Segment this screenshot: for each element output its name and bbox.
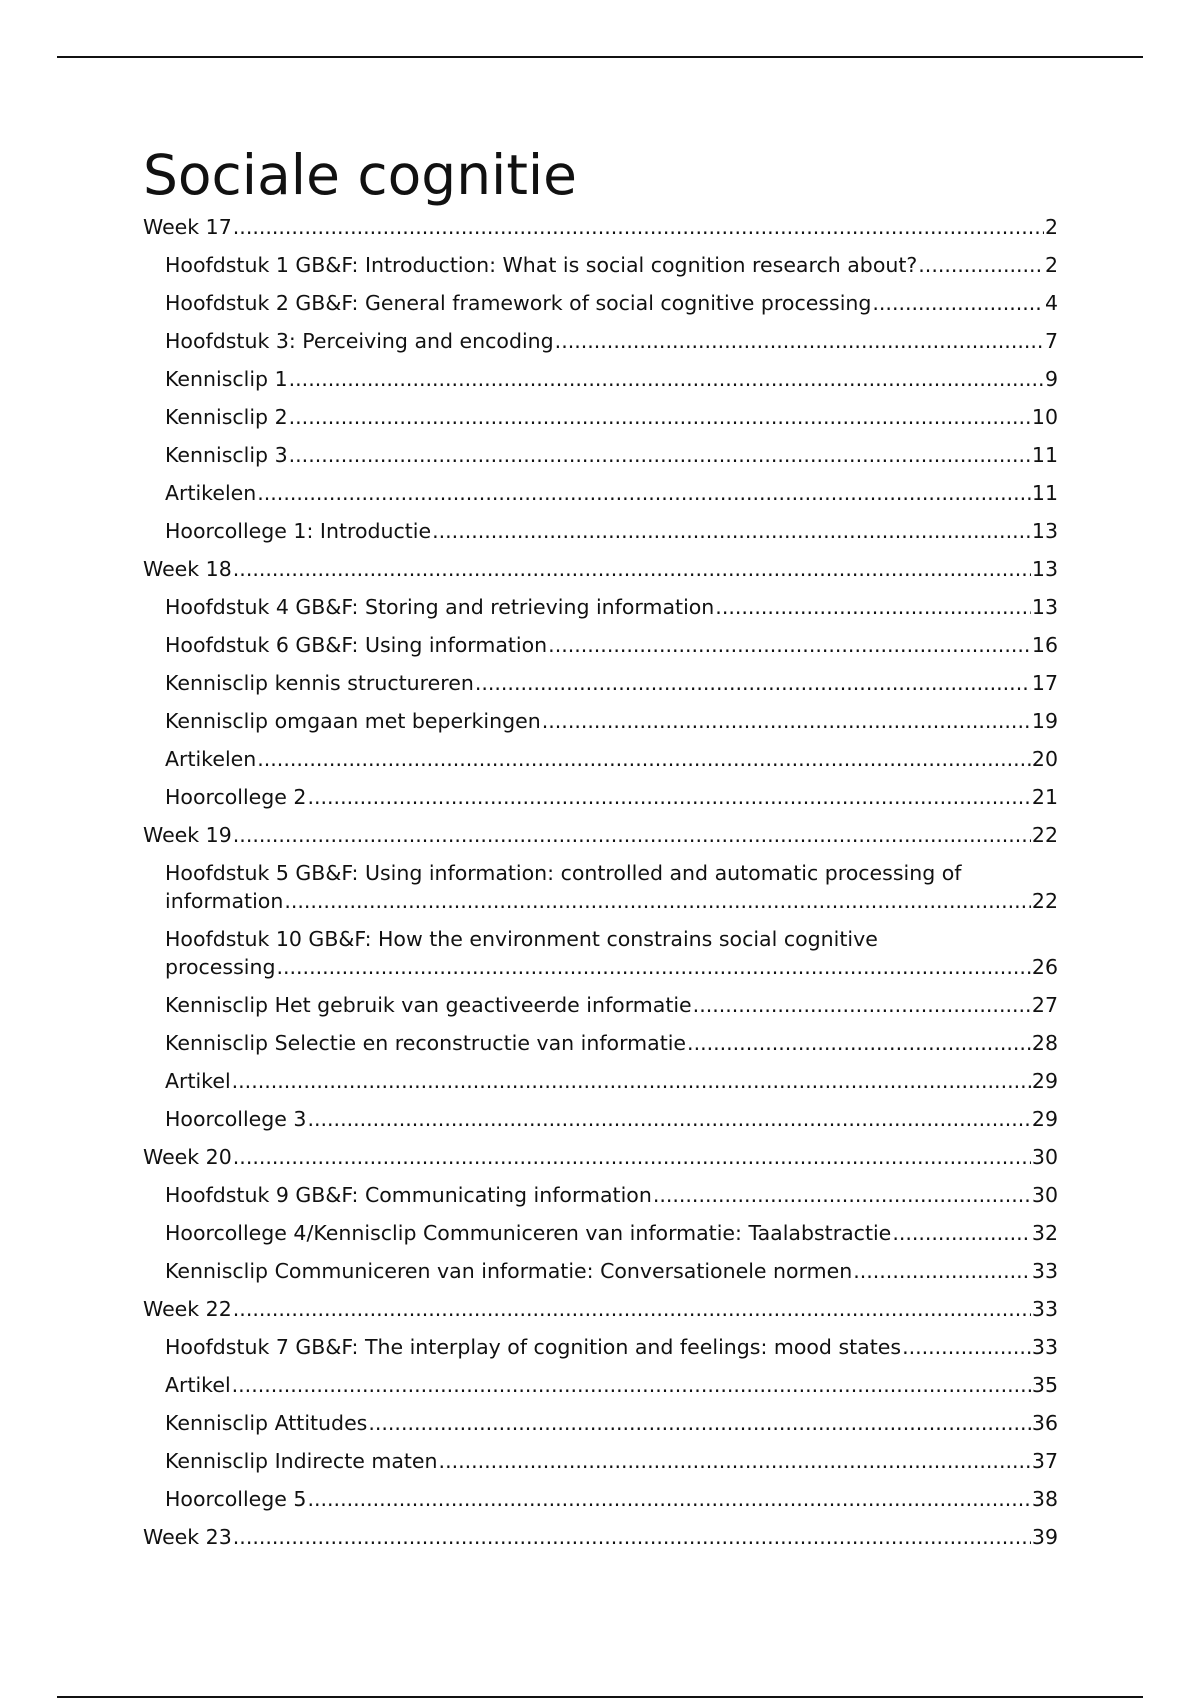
toc-entry-label: Week 19	[143, 823, 232, 847]
toc-entry-label: Hoorcollege 4/Kennisclip Communiceren van informatie: Taalabstractie	[165, 1221, 892, 1245]
header-rule	[57, 56, 1143, 58]
toc-section-entry[interactable]	[143, 991, 1058, 1019]
toc-section-entry[interactable]	[143, 1105, 1058, 1133]
toc-page-number: 9	[1044, 367, 1058, 391]
toc-dot-leader	[368, 1409, 1031, 1437]
toc-entry-label: Artikelen	[165, 481, 257, 505]
toc-section-entry[interactable]	[143, 1333, 1058, 1361]
toc-entry-label: Hoofdstuk 2 GB&F: General framework of social cognitive processing	[165, 291, 872, 315]
toc-page-number: 17	[1031, 671, 1058, 695]
toc-page-number: 16	[1031, 633, 1058, 657]
toc-entry-label: Hoofdstuk 1 GB&F: Introduction: What is social cognition research about?	[165, 253, 918, 277]
toc-entry-label: Artikel	[165, 1373, 231, 1397]
toc-entry-label: Week 22	[143, 1297, 232, 1321]
toc-page-number: 32	[1031, 1221, 1058, 1245]
toc-dot-leader	[555, 327, 1044, 355]
toc-page-number: 39	[1031, 1525, 1058, 1549]
toc-week-entry[interactable]	[143, 1523, 1058, 1551]
toc-entry-label: Hoorcollege 1: Introductie	[165, 519, 432, 543]
toc-entry-label: Hoorcollege 2	[165, 785, 307, 809]
page-title: Sociale cognitie	[143, 143, 578, 207]
toc-entry-label: Hoofdstuk 9 GB&F: Communicating information	[165, 1183, 652, 1207]
toc-section-entry[interactable]	[143, 403, 1058, 431]
toc-section-entry[interactable]	[143, 745, 1058, 773]
toc-entry-label: Hoofdstuk 7 GB&F: The interplay of cognition and feelings: mood states	[165, 1335, 902, 1359]
toc-entry-label: Kennisclip omgaan met beperkingen	[165, 709, 541, 733]
toc-dot-leader	[853, 1257, 1031, 1285]
toc-section-entry[interactable]	[143, 1257, 1058, 1285]
toc-page-number: 33	[1031, 1297, 1058, 1321]
toc-week-entry[interactable]	[143, 1295, 1058, 1323]
toc-dot-leader	[289, 403, 1031, 431]
toc-section-entry[interactable]	[143, 441, 1058, 469]
toc-section-entry[interactable]	[143, 1447, 1058, 1475]
toc-dot-leader	[307, 783, 1030, 811]
toc-page-number: 11	[1031, 481, 1058, 505]
toc-entry-label: Kennisclip Indirecte maten	[165, 1449, 438, 1473]
toc-entry-label: Week 18	[143, 557, 232, 581]
toc-page-number: 2	[1044, 215, 1058, 239]
toc-entry-label-line1: Hoofdstuk 10 GB&F: How the environment constrains social cognitive	[165, 927, 878, 951]
toc-dot-leader	[232, 1067, 1031, 1095]
toc-dot-leader	[892, 1219, 1031, 1247]
toc-entry-label: Hoorcollege 3	[165, 1107, 307, 1131]
toc-dot-leader	[307, 1105, 1030, 1133]
toc-entry-label: Kennisclip 2	[165, 405, 288, 429]
toc-dot-leader	[307, 1485, 1030, 1513]
toc-section-entry[interactable]	[143, 631, 1058, 659]
toc-section-entry[interactable]	[143, 1409, 1058, 1437]
toc-entry-label: Kennisclip Het gebruik van geactiveerde informatie	[165, 993, 692, 1017]
toc-page-number: 33	[1031, 1259, 1058, 1283]
toc-dot-leader	[289, 365, 1044, 393]
toc-dot-leader	[918, 251, 1044, 279]
toc-entry-label: Hoofdstuk 6 GB&F: Using information	[165, 633, 548, 657]
toc-section-entry[interactable]	[143, 925, 1058, 981]
toc-page-number: 20	[1031, 747, 1058, 771]
toc-entry-label: Week 17	[143, 215, 232, 239]
toc-page-number: 4	[1044, 291, 1058, 315]
toc-section-entry[interactable]	[143, 1029, 1058, 1057]
toc-page-number: 36	[1031, 1411, 1058, 1435]
toc-dot-leader	[693, 991, 1031, 1019]
toc-entry-label: Kennisclip kennis structureren	[165, 671, 474, 695]
toc-page-number: 29	[1031, 1107, 1058, 1131]
toc-dot-leader	[276, 953, 1030, 981]
toc-entry-label: Week 20	[143, 1145, 232, 1169]
toc-section-entry[interactable]	[143, 593, 1058, 621]
toc-page-number: 28	[1031, 1031, 1058, 1055]
toc-page-number: 19	[1031, 709, 1058, 733]
toc-section-entry[interactable]	[143, 707, 1058, 735]
toc-dot-leader	[233, 1295, 1031, 1323]
toc-dot-leader	[284, 887, 1031, 915]
toc-entry-label: Artikel	[165, 1069, 231, 1093]
toc-week-entry[interactable]	[143, 821, 1058, 849]
toc-dot-leader	[902, 1333, 1031, 1361]
toc-week-entry[interactable]	[143, 555, 1058, 583]
toc-page-number: 37	[1031, 1449, 1058, 1473]
toc-page-number: 2	[1044, 253, 1058, 277]
toc-page-number: 22	[1031, 823, 1058, 847]
toc-entry-label: Kennisclip Communiceren van informatie: Conversationele normen	[165, 1259, 853, 1283]
toc-section-entry[interactable]	[143, 365, 1058, 393]
toc-dot-leader	[439, 1447, 1031, 1475]
toc-section-entry[interactable]	[143, 783, 1058, 811]
toc-page-number: 10	[1031, 405, 1058, 429]
toc-section-entry[interactable]	[143, 479, 1058, 507]
toc-dot-leader	[233, 1523, 1031, 1551]
toc-section-entry[interactable]	[143, 289, 1058, 317]
toc-section-entry[interactable]	[143, 327, 1058, 355]
toc-entry-label-line1: Hoofdstuk 5 GB&F: Using information: controlled and automatic processing of	[165, 861, 962, 885]
footer-rule	[57, 1696, 1143, 1698]
toc-page-number: 30	[1031, 1183, 1058, 1207]
toc-dot-leader	[233, 555, 1031, 583]
toc-page-number: 13	[1031, 519, 1058, 543]
toc-week-entry[interactable]	[143, 1143, 1058, 1171]
toc-week-entry[interactable]	[143, 213, 1058, 241]
toc-entry-label: information	[165, 889, 284, 913]
toc-entry-label: Hoorcollege 5	[165, 1487, 307, 1511]
toc-dot-leader	[233, 213, 1044, 241]
toc-dot-leader	[432, 517, 1031, 545]
toc-page-number: 29	[1031, 1069, 1058, 1093]
toc-page-number: 7	[1044, 329, 1058, 353]
toc-dot-leader	[687, 1029, 1031, 1057]
toc-dot-leader	[257, 479, 1031, 507]
toc-page-number: 26	[1031, 955, 1058, 979]
toc-dot-leader	[289, 441, 1031, 469]
toc-entry-label: Hoofdstuk 3: Perceiving and encoding	[165, 329, 554, 353]
toc-dot-leader	[715, 593, 1031, 621]
toc-entry-label: Week 23	[143, 1525, 232, 1549]
toc-entry-label: Artikelen	[165, 747, 257, 771]
toc-dot-leader	[257, 745, 1031, 773]
toc-dot-leader	[475, 669, 1031, 697]
toc-section-entry[interactable]	[143, 1485, 1058, 1513]
toc-page-number: 22	[1031, 889, 1058, 913]
toc-page-number: 21	[1031, 785, 1058, 809]
table-of-contents	[143, 213, 1058, 1561]
toc-page-number: 13	[1031, 595, 1058, 619]
toc-entry-label: Kennisclip Attitudes	[165, 1411, 368, 1435]
toc-page-number: 27	[1031, 993, 1058, 1017]
toc-section-entry[interactable]	[143, 1067, 1058, 1095]
toc-section-entry[interactable]	[143, 517, 1058, 545]
toc-section-entry[interactable]	[143, 251, 1058, 279]
toc-section-entry[interactable]	[143, 1371, 1058, 1399]
toc-entry-label: Kennisclip Selectie en reconstructie van informatie	[165, 1031, 687, 1055]
toc-dot-leader	[653, 1181, 1031, 1209]
toc-dot-leader	[233, 821, 1031, 849]
toc-dot-leader	[232, 1371, 1031, 1399]
toc-page-number: 11	[1031, 443, 1058, 467]
toc-page-number: 38	[1031, 1487, 1058, 1511]
toc-dot-leader	[542, 707, 1031, 735]
toc-dot-leader	[548, 631, 1031, 659]
toc-page-number: 30	[1031, 1145, 1058, 1169]
toc-entry-label: Kennisclip 3	[165, 443, 288, 467]
toc-entry-label: Hoofdstuk 4 GB&F: Storing and retrieving information	[165, 595, 715, 619]
toc-dot-leader	[872, 289, 1044, 317]
toc-section-entry[interactable]	[143, 1219, 1058, 1247]
toc-section-entry[interactable]	[143, 669, 1058, 697]
toc-page-number: 33	[1031, 1335, 1058, 1359]
toc-entry-label: processing	[165, 955, 276, 979]
toc-section-entry[interactable]	[143, 1181, 1058, 1209]
toc-page-number: 35	[1031, 1373, 1058, 1397]
toc-section-entry[interactable]	[143, 859, 1058, 915]
toc-page-number: 13	[1031, 557, 1058, 581]
toc-dot-leader	[233, 1143, 1031, 1171]
toc-entry-label: Kennisclip 1	[165, 367, 288, 391]
